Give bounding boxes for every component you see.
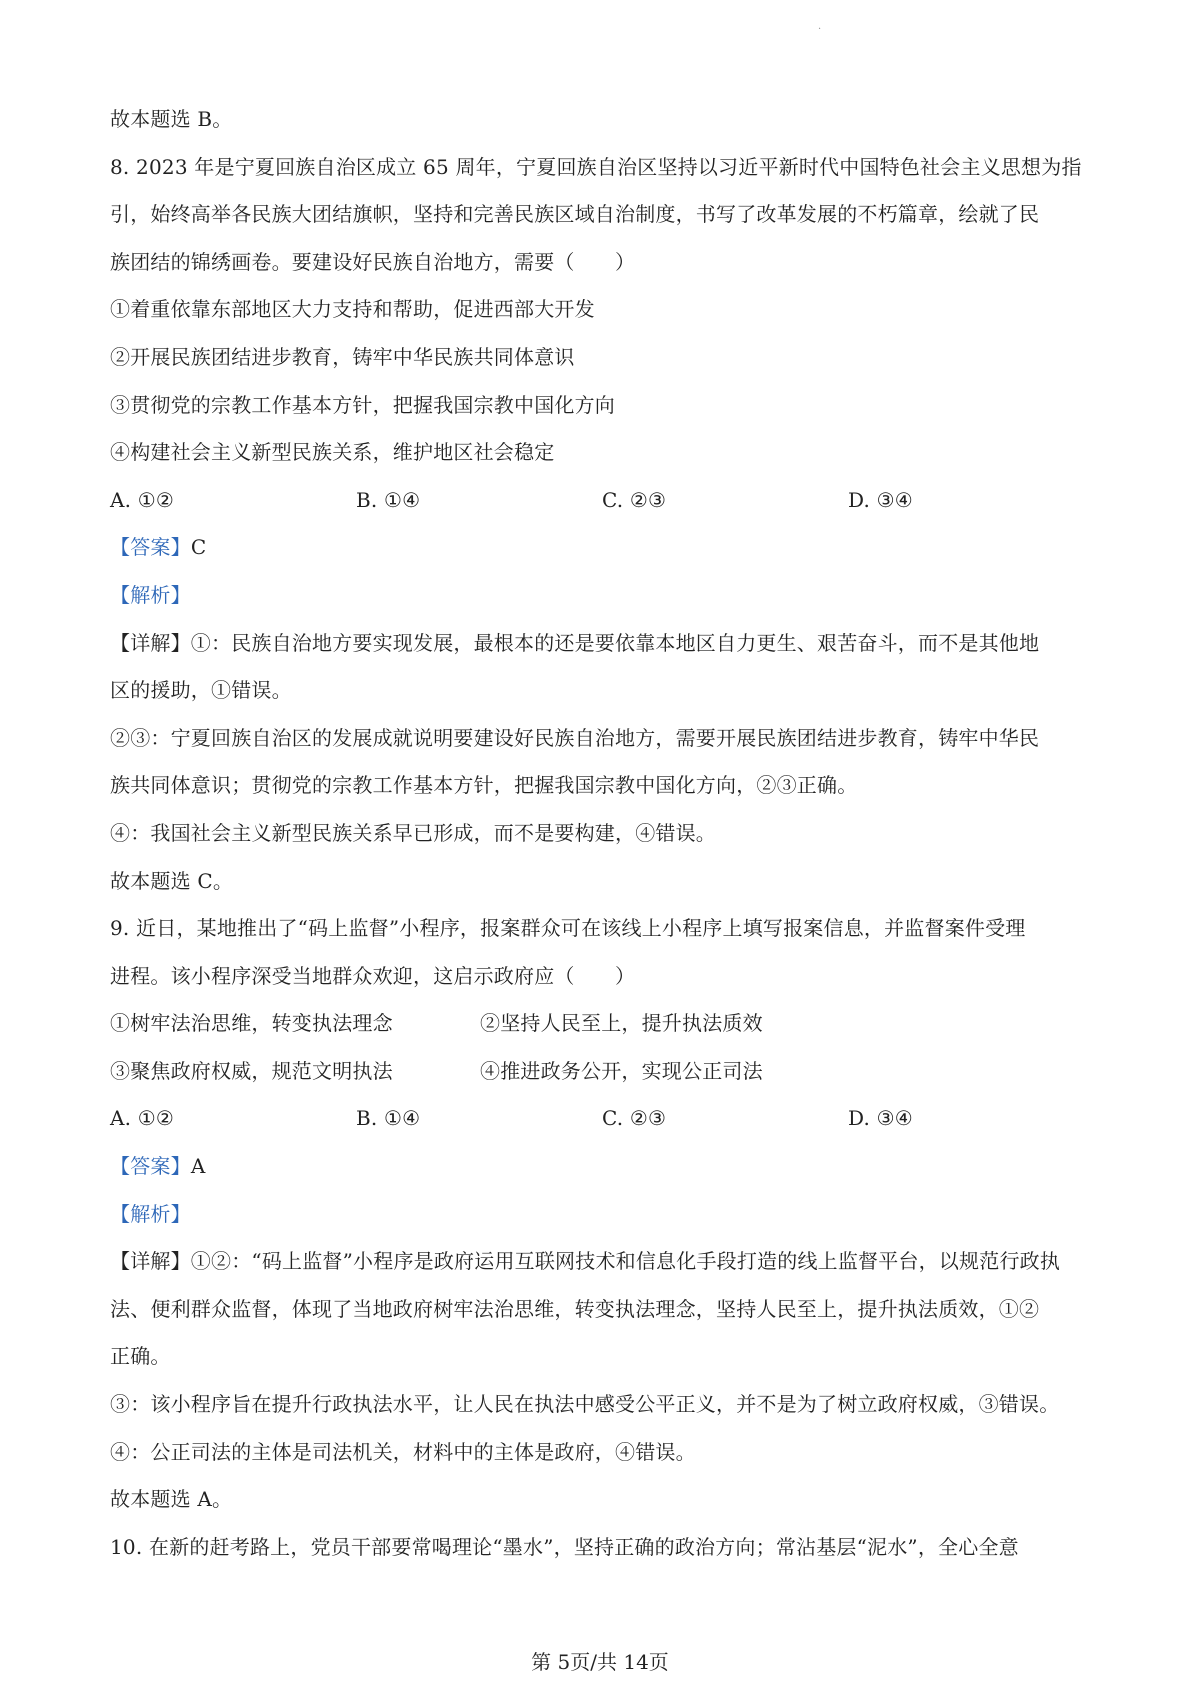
q9-stem-line-1: 9. 近日，某地推出了“码上监督”小程序，报案群众可在该线上小程序上填写报案信息，并监督案件受理: [110, 916, 1026, 941]
q8-option-a: A. ①②: [110, 487, 175, 512]
q9-option-c: C. ②③: [602, 1106, 667, 1131]
q9-statements-row-2: [110, 1048, 1100, 1096]
q9-explanation-4: ③：该小程序旨在提升行政执法水平，让人民在执法中感受公平正义，并不是为了树立政府权威，③错误。: [110, 1392, 1060, 1417]
q8-explanation-4: 族共同体意识；贯彻党的宗教工作基本方针，把握我国宗教中国化方向，②③正确。: [110, 773, 858, 798]
q10-stem-line-1: 10. 在新的赶考路上，党员干部要常喝理论“墨水”，坚持正确的政治方向；常沾基层“泥水”，全心全意: [110, 1534, 1019, 1559]
q9-explanation-3: 正确。: [110, 1344, 171, 1369]
q8-answer: [110, 524, 1100, 572]
q8-explanation-3: ②③：宁夏回族自治区的发展成就说明要建设好民族自治地方，需要开展民族团结进步教育，铸牢中华民: [110, 725, 1040, 750]
q9-stem-line-2: 进程。该小程序深受当地群众欢迎，这启示政府应（ ）: [110, 963, 636, 988]
analysis-label: 【解析】: [110, 1201, 191, 1226]
q9-analysis-heading: [110, 1191, 1100, 1239]
q9-statements-row-1: [110, 1000, 1100, 1048]
q8-analysis-heading: [110, 572, 1100, 620]
q8-conclusion: 故本题选 C。: [110, 868, 234, 893]
q8-option-d: D. ③④: [848, 487, 913, 512]
q8-stem-line-1: 8. 2023 年是宁夏回族自治区成立 65 周年，宁夏回族自治区坚持以习近平新时代中国特色社会主义思想为指: [110, 154, 1082, 179]
q9-statement-3: ③聚焦政府权威，规范文明执法: [110, 1058, 393, 1083]
q8-stem-line-2: 引，始终高举各民族大团结旗帜，坚持和完善民族区域自治制度，书写了改革发展的不朽篇章，绘就了民: [110, 202, 1040, 227]
q8-answer-value: C: [190, 535, 207, 560]
q9-answer: [110, 1143, 1100, 1191]
q8-explanation-5: ④：我国社会主义新型民族关系早已形成，而不是要构建，④错误。: [110, 820, 716, 845]
q8-explanation-1: 【详解】①：民族自治地方要实现发展，最根本的还是要依靠本地区自力更生、艰苦奋斗，而不是其他地: [110, 630, 1040, 655]
q9-statement-1: ①树牢法治思维，转变执法理念: [110, 1011, 393, 1036]
q8-statement-4: ④构建社会主义新型民族关系，维护地区社会稳定: [110, 440, 555, 465]
page-footer: 第 5页/共 14页: [531, 1650, 669, 1674]
q9-option-b: B. ①④: [356, 1106, 421, 1131]
top-mark: ·: [818, 24, 822, 35]
answer-label: 【答案】: [110, 1154, 191, 1179]
q8-option-c: C. ②③: [602, 487, 667, 512]
q8-options: [110, 477, 1100, 525]
q8-explanation-2: 区的援助，①错误。: [110, 678, 292, 703]
q9-explanation-2: 法、便利群众监督，体现了当地政府树牢法治思维，转变执法理念，坚持人民至上，提升执法质效，①②: [110, 1296, 1040, 1321]
q9-conclusion: 故本题选 A。: [110, 1487, 233, 1512]
q9-statement-4: ④推进政务公开，实现公正司法: [480, 1058, 763, 1083]
q8-statement-1: ①着重依靠东部地区大力支持和帮助，促进西部大开发: [110, 297, 595, 322]
q9-options: [110, 1095, 1100, 1143]
q8-option-b: B. ①④: [356, 487, 421, 512]
q9-explanation-5: ④：公正司法的主体是司法机关，材料中的主体是政府，④错误。: [110, 1439, 696, 1464]
answer-label: 【答案】: [110, 535, 191, 560]
q9-statement-2: ②坚持人民至上，提升执法质效: [480, 1011, 763, 1036]
q7-conclusion: 故本题选 B。: [110, 107, 233, 131]
q9-option-d: D. ③④: [848, 1106, 913, 1131]
q9-answer-value: A: [190, 1154, 206, 1179]
analysis-label: 【解析】: [110, 582, 191, 607]
q8-stem-line-3: 族团结的锦绣画卷。要建设好民族自治地方，需要（ ）: [110, 249, 636, 274]
page-content: [110, 96, 1100, 1571]
q9-option-a: A. ①②: [110, 1106, 175, 1131]
q8-statement-2: ②开展民族团结进步教育，铸牢中华民族共同体意识: [110, 344, 575, 369]
q9-explanation-1: 【详解】①②：“码上监督”小程序是政府运用互联网技术和信息化手段打造的线上监督平台，以规范行政执: [110, 1249, 1061, 1274]
q8-statement-3: ③贯彻党的宗教工作基本方针，把握我国宗教中国化方向: [110, 392, 615, 417]
